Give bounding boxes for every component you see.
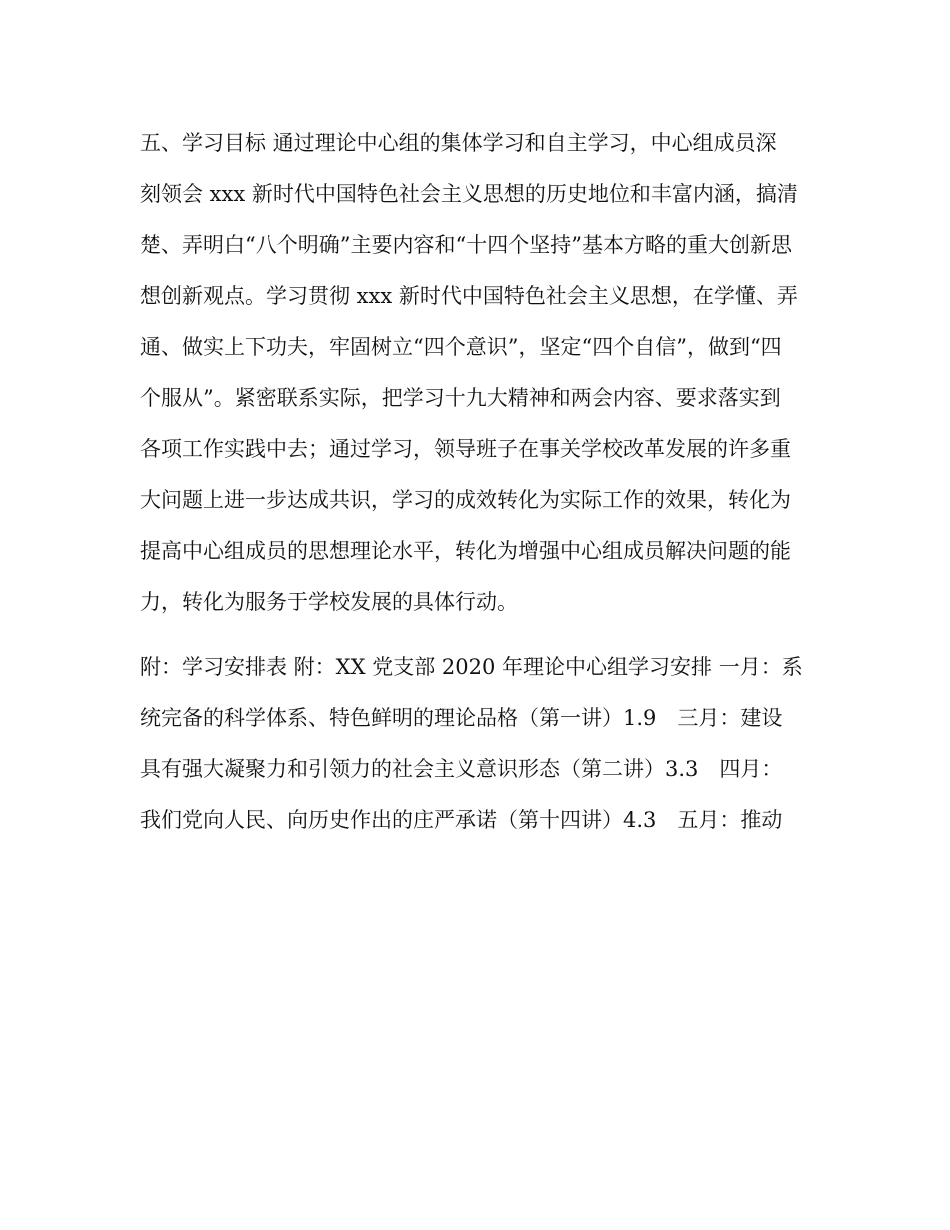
text-line: 附：学习安排表 附：XX 党支部 2020 年理论中心组学习安排 一月：系 [140, 655, 803, 679]
text-line: 楚、弄明白“八个明确”主要内容和“十四个坚持”基本方略的重大创新思 [140, 233, 792, 257]
text-line: 通、做实上下功夫，牢固树立“四个意识”，坚定“四个自信”，做到“四 [140, 335, 782, 359]
text-line: 各项工作实践中去；通过学习，领导班子在事关学校改革发展的许多重 [140, 437, 791, 461]
text-line: 想创新观点。学习贯彻 xxx 新时代中国特色社会主义思想，在学懂、弄 [140, 284, 798, 308]
text-line: 刻领会 xxx 新时代中国特色社会主义思想的历史地位和丰富内涵，搞清 [140, 182, 798, 206]
text-line: 五、学习目标 通过理论中心组的集体学习和自主学习，中心组成员深 [140, 131, 777, 155]
text-line: 提高中心组成员的思想理论水平，转化为增强中心组成员解决问题的能 [140, 539, 791, 563]
text-line: 我们党向人民、向历史作出的庄严承诺（第十四讲）4.3 五月：推动 [140, 808, 783, 832]
text-line: 大问题上进一步达成共识，学习的成效转化为实际工作的效果，转化为 [140, 488, 791, 512]
text-line: 具有强大凝聚力和引领力的社会主义意识形态（第二讲）3.3 四月： [140, 757, 783, 781]
text-line: 个服从”。紧密联系实际，把学习十九大精神和两会内容、要求落实到 [140, 386, 781, 410]
text-line: 统完备的科学体系、特色鲜明的理论品格（第一讲）1.9 三月：建设 [140, 706, 783, 730]
text-line: 力，转化为服务于学校发展的具体行动。 [140, 590, 518, 614]
